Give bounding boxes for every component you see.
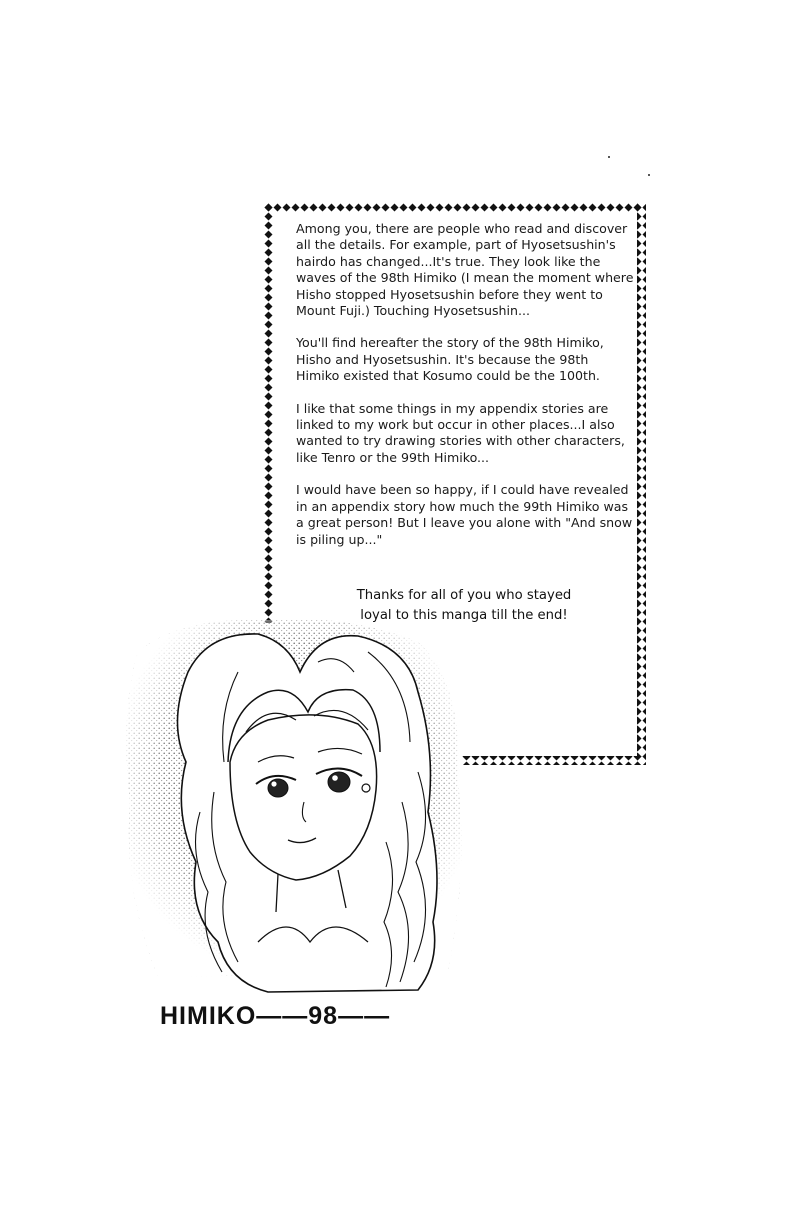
chapter-caption: HIMIKO——98—— [160, 1002, 391, 1030]
himiko-portrait-illustration [118, 612, 478, 1002]
note-paragraph: Among you, there are people who read and discover all the details. For example, part of Hyosetsushin's hairdo has changed...It's true. They look like the waves of the 98th Himiko (I mean the moment where Hisho stopped Hyosetsushin before they went to Mount Fuji.) Touching Hyosetsushin... [296, 221, 634, 319]
ink-speck [648, 174, 650, 176]
ink-speck [608, 156, 610, 158]
note-paragraph: You'll find hereafter the story of the 98th Himiko, Hisho and Hyosetsushin. It's because the 98th Himiko existed that Kosumo could be the 100th. [296, 335, 604, 384]
thanks-line: loyal to this manga till the end! [360, 608, 568, 623]
author-note-text [296, 221, 634, 564]
note-paragraph: I would have been so happy, if I could have revealed in an appendix story how much the 99th Himiko was a great person! But I leave you alone with "And snow is piling up..." [296, 482, 633, 547]
portrait-drawing [118, 612, 478, 1002]
note-paragraph: I like that some things in my appendix stories are linked to my work but occur in other places...I also wanted to try drawing stories with other characters, like Tenro or the 99th Himiko... [296, 400, 625, 465]
thanks-line: Thanks for all of you who stayed [356, 588, 572, 603]
